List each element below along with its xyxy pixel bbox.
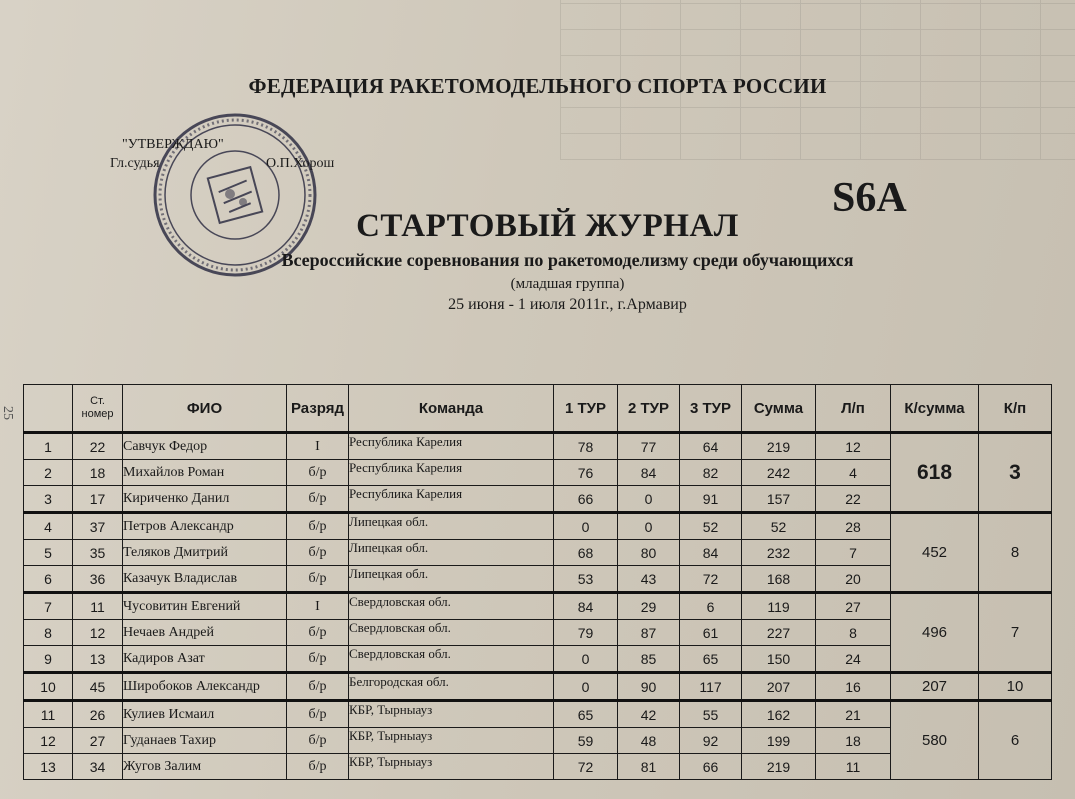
participant-team: КБР, Тырныауз	[349, 754, 554, 780]
team-place: 7	[979, 593, 1052, 673]
participant-team: Свердловская обл.	[349, 646, 554, 673]
row-number: 6	[24, 566, 73, 593]
start-number: 37	[73, 513, 123, 540]
team-place: 10	[979, 673, 1052, 701]
participant-rank: б/р	[287, 460, 349, 486]
row-number: 9	[24, 646, 73, 673]
participant-rank: б/р	[287, 566, 349, 593]
start-number: 26	[73, 701, 123, 728]
col-header-round3: 3 ТУР	[680, 385, 742, 433]
table-row	[24, 593, 1052, 620]
participant-name: Гуданаев Тахир	[123, 728, 287, 754]
round2-score: 43	[618, 566, 680, 593]
round2-score: 85	[618, 646, 680, 673]
personal-place: 28	[816, 513, 891, 540]
round3-score: 55	[680, 701, 742, 728]
start-number: 18	[73, 460, 123, 486]
total-score: 242	[742, 460, 816, 486]
event-dates: 25 июня - 1 июля 2011г., г.Армавир	[448, 296, 687, 313]
personal-place: 21	[816, 701, 891, 728]
participant-rank: б/р	[287, 701, 349, 728]
round2-score: 80	[618, 540, 680, 566]
row-number: 3	[24, 486, 73, 513]
total-score: 199	[742, 728, 816, 754]
participant-name: Кириченко Данил	[123, 486, 287, 513]
round1-score: 53	[554, 566, 618, 593]
participant-name: Жугов Залим	[123, 754, 287, 780]
margin-page-note: 25	[0, 406, 15, 420]
col-header-round1: 1 ТУР	[554, 385, 618, 433]
start-number: 11	[73, 593, 123, 620]
start-number: 17	[73, 486, 123, 513]
participant-rank: б/р	[287, 540, 349, 566]
approval-label: "УТВЕРЖДАЮ"	[122, 137, 224, 152]
round1-score: 68	[554, 540, 618, 566]
round2-score: 29	[618, 593, 680, 620]
participant-team: КБР, Тырныауз	[349, 701, 554, 728]
team-place: 8	[979, 513, 1052, 593]
results-table	[23, 384, 1052, 780]
round3-score: 6	[680, 593, 742, 620]
participant-rank: б/р	[287, 646, 349, 673]
row-number: 5	[24, 540, 73, 566]
start-number: 45	[73, 673, 123, 701]
total-score: 219	[742, 754, 816, 780]
participant-name: Петров Александр	[123, 513, 287, 540]
participant-name: Кадиров Азат	[123, 646, 287, 673]
round2-score: 81	[618, 754, 680, 780]
total-score: 150	[742, 646, 816, 673]
chief-judge-line	[110, 156, 370, 172]
round2-score: 84	[618, 460, 680, 486]
participant-name: Кулиев Исмаил	[123, 701, 287, 728]
participant-team: КБР, Тырныауз	[349, 728, 554, 754]
round1-score: 65	[554, 701, 618, 728]
participant-name: Савчук Федор	[123, 433, 287, 460]
federation-heading: ФЕДЕРАЦИЯ РАКЕТОМОДЕЛЬНОГО СПОРТА РОССИИ	[248, 74, 827, 98]
col-header-team: Команда	[349, 385, 554, 433]
round1-score: 59	[554, 728, 618, 754]
round1-score: 0	[554, 646, 618, 673]
col-header-team-place: К/п	[979, 385, 1052, 433]
personal-place: 24	[816, 646, 891, 673]
round1-score: 76	[554, 460, 618, 486]
round2-score: 90	[618, 673, 680, 701]
round3-score: 92	[680, 728, 742, 754]
team-sum: 207	[891, 673, 979, 701]
round2-score: 77	[618, 433, 680, 460]
team-sum: 580	[891, 701, 979, 780]
col-header-place: Л/п	[816, 385, 891, 433]
participant-name: Михайлов Роман	[123, 460, 287, 486]
round3-score: 72	[680, 566, 742, 593]
participant-rank: I	[287, 433, 349, 460]
personal-place: 22	[816, 486, 891, 513]
participant-team: Республика Карелия	[349, 433, 554, 460]
start-number: 13	[73, 646, 123, 673]
round3-score: 52	[680, 513, 742, 540]
age-group: (младшая группа)	[510, 276, 625, 292]
start-number: 34	[73, 754, 123, 780]
competition-subtitle: Всероссийские соревнования по ракетомоделизму среди обучающихся	[281, 250, 854, 270]
participant-rank: б/р	[287, 673, 349, 701]
start-number: 22	[73, 433, 123, 460]
round2-score: 42	[618, 701, 680, 728]
participant-team: Республика Карелия	[349, 486, 554, 513]
total-score: 219	[742, 433, 816, 460]
participant-rank: б/р	[287, 754, 349, 780]
participant-team: Свердловская обл.	[349, 620, 554, 646]
col-header-name: ФИО	[123, 385, 287, 433]
round1-score: 84	[554, 593, 618, 620]
participant-name: Казачук Владислав	[123, 566, 287, 593]
table-row	[24, 433, 1052, 460]
chief-judge-name: О.П.Хорош	[266, 156, 335, 171]
total-score: 52	[742, 513, 816, 540]
col-header-round2: 2 ТУР	[618, 385, 680, 433]
participant-team: Белгородская обл.	[349, 673, 554, 701]
personal-place: 12	[816, 433, 891, 460]
participant-rank: б/р	[287, 513, 349, 540]
table-row	[24, 673, 1052, 701]
participant-name: Чусовитин Евгений	[123, 593, 287, 620]
participant-name: Нечаев Андрей	[123, 620, 287, 646]
total-score: 227	[742, 620, 816, 646]
personal-place: 27	[816, 593, 891, 620]
start-number: 27	[73, 728, 123, 754]
participant-team: Республика Карелия	[349, 460, 554, 486]
row-number: 11	[24, 701, 73, 728]
row-number: 2	[24, 460, 73, 486]
team-place: 3	[979, 433, 1052, 513]
team-sum: 618	[891, 433, 979, 513]
team-place: 6	[979, 701, 1052, 780]
round3-score: 66	[680, 754, 742, 780]
row-number: 13	[24, 754, 73, 780]
row-number: 1	[24, 433, 73, 460]
round3-score: 64	[680, 433, 742, 460]
round1-score: 72	[554, 754, 618, 780]
round3-score: 84	[680, 540, 742, 566]
participant-team: Свердловская обл.	[349, 593, 554, 620]
total-score: 157	[742, 486, 816, 513]
round1-score: 79	[554, 620, 618, 646]
total-score: 232	[742, 540, 816, 566]
row-number: 10	[24, 673, 73, 701]
start-number: 12	[73, 620, 123, 646]
participant-team: Липецкая обл.	[349, 513, 554, 540]
round2-score: 0	[618, 513, 680, 540]
table-row	[24, 701, 1052, 728]
team-sum: 452	[891, 513, 979, 593]
round2-score: 0	[618, 486, 680, 513]
round1-score: 78	[554, 433, 618, 460]
table-header-row	[24, 385, 1052, 433]
participant-name: Теляков Дмитрий	[123, 540, 287, 566]
personal-place: 18	[816, 728, 891, 754]
row-number: 4	[24, 513, 73, 540]
round3-score: 65	[680, 646, 742, 673]
col-header-sum: Сумма	[742, 385, 816, 433]
round1-score: 0	[554, 513, 618, 540]
round1-score: 0	[554, 673, 618, 701]
start-number: 35	[73, 540, 123, 566]
round2-score: 48	[618, 728, 680, 754]
personal-place: 11	[816, 754, 891, 780]
col-header-team-sum: К/сумма	[891, 385, 979, 433]
chief-judge-label: Гл.судья	[110, 156, 160, 171]
participant-team: Липецкая обл.	[349, 540, 554, 566]
round3-score: 61	[680, 620, 742, 646]
participant-name: Широбоков Александр	[123, 673, 287, 701]
personal-place: 8	[816, 620, 891, 646]
col-header-rank: Разряд	[287, 385, 349, 433]
personal-place: 4	[816, 460, 891, 486]
total-score: 207	[742, 673, 816, 701]
class-code: S6A	[832, 175, 907, 221]
row-number: 12	[24, 728, 73, 754]
total-score: 119	[742, 593, 816, 620]
start-number: 36	[73, 566, 123, 593]
journal-title: СТАРТОВЫЙ ЖУРНАЛ	[356, 208, 739, 244]
participant-rank: б/р	[287, 486, 349, 513]
round2-score: 87	[618, 620, 680, 646]
round1-score: 66	[554, 486, 618, 513]
personal-place: 7	[816, 540, 891, 566]
participant-rank: б/р	[287, 620, 349, 646]
row-number: 8	[24, 620, 73, 646]
participant-rank: I	[287, 593, 349, 620]
total-score: 162	[742, 701, 816, 728]
personal-place: 20	[816, 566, 891, 593]
participant-team: Липецкая обл.	[349, 566, 554, 593]
col-header-number	[24, 385, 73, 433]
personal-place: 16	[816, 673, 891, 701]
table-row	[24, 513, 1052, 540]
team-sum: 496	[891, 593, 979, 673]
row-number: 7	[24, 593, 73, 620]
total-score: 168	[742, 566, 816, 593]
round3-score: 117	[680, 673, 742, 701]
col-header-start-number: Ст. номер	[73, 385, 123, 433]
participant-rank: б/р	[287, 728, 349, 754]
round3-score: 82	[680, 460, 742, 486]
round3-score: 91	[680, 486, 742, 513]
